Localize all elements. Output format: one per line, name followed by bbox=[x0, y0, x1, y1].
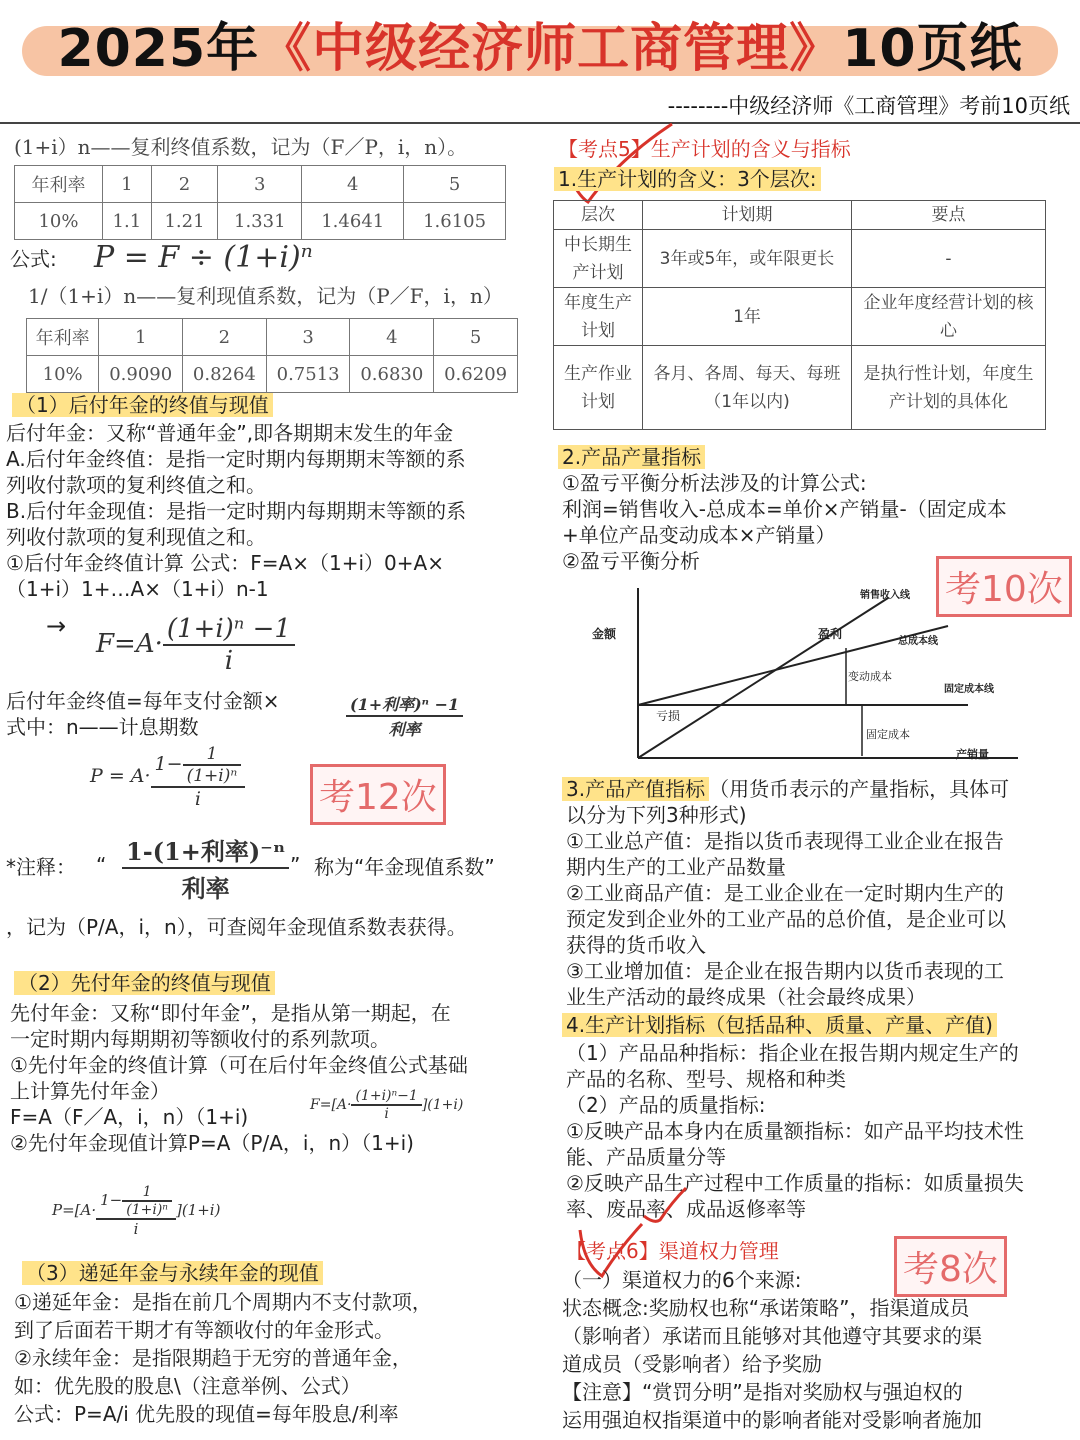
numerator bbox=[151, 744, 246, 788]
section-body bbox=[10, 1000, 468, 1156]
denominator: i bbox=[384, 1106, 389, 1122]
table-cell: 各月、各周、每天、每班（1年以内) bbox=[643, 346, 852, 430]
denominator: i bbox=[224, 646, 234, 676]
fv-coefficient-table bbox=[14, 165, 506, 240]
section-body bbox=[14, 1288, 432, 1428]
denominator: (1+i)ⁿ bbox=[126, 1202, 168, 1218]
numerator: 1 bbox=[183, 744, 242, 766]
check-mark-icon bbox=[560, 118, 680, 208]
formula-part: F=A· bbox=[96, 629, 163, 659]
table-cell: 1.331 bbox=[218, 203, 302, 240]
text-line: 预定发到企业外的工业产品的总价值，是企业可以 bbox=[566, 907, 1006, 931]
table-cell: 要点 bbox=[852, 201, 1046, 230]
fraction bbox=[351, 1088, 421, 1122]
table-cell: 3年或5年，或年限更长 bbox=[643, 230, 852, 288]
text-line: 率、废品率、成品返修率等 bbox=[566, 1197, 806, 1221]
denominator: 利率 bbox=[181, 874, 230, 903]
table-header-row bbox=[554, 201, 1046, 230]
fraction bbox=[96, 1184, 176, 1238]
text-line: A.后付年金终值：是指一定时期内每期期末等额的系 bbox=[6, 447, 466, 471]
text-line: ①递延年金：是指在前几个周期内不支付款项， bbox=[14, 1290, 432, 1314]
fraction bbox=[151, 744, 246, 810]
due-pv-formula bbox=[52, 1184, 220, 1238]
table-cell: 0.6209 bbox=[434, 356, 518, 393]
page-title: 2025年《中级经济师工商管理》10页纸 bbox=[57, 19, 1023, 79]
table-cell: 0.9090 bbox=[99, 356, 183, 393]
pv-formula: P = F ÷ (1+i)ⁿ bbox=[94, 240, 313, 275]
numerator: (1+i)ⁿ−1 bbox=[351, 1088, 421, 1106]
break-even-diagram bbox=[588, 588, 1048, 768]
text-line: ②工业商品产值：是工业企业在一定时期内生产的 bbox=[566, 881, 1004, 905]
table-cell: - bbox=[852, 230, 1046, 288]
fv-annuity-formula bbox=[96, 614, 295, 676]
numerator: (1+i)ⁿ −1 bbox=[163, 614, 295, 646]
text-line: ①先付年金的终值计算（可在后付年金终值公式基础 bbox=[10, 1053, 468, 1077]
formula-part: F=[A· bbox=[310, 1097, 352, 1113]
axis-label: 金额 bbox=[592, 627, 617, 641]
table-cell: 3 bbox=[218, 166, 302, 203]
text-line: （2）产品的质量指标: bbox=[566, 1093, 766, 1117]
table-cell: 1.21 bbox=[151, 203, 217, 240]
text-line: 如：优先股的股息\（注意举例、公式） bbox=[14, 1374, 361, 1398]
text-line: 先付年金：又称“即付年金”，是指从第一期起，在 bbox=[10, 1001, 451, 1025]
table-cell: 2 bbox=[151, 166, 217, 203]
fraction bbox=[122, 1184, 172, 1218]
text-line: 列收付款项的复利终值之和。 bbox=[6, 473, 266, 497]
table-row bbox=[15, 203, 506, 240]
fv-factor-line: (1+i）n——复利终值系数，记为（F／P，i，n）。 bbox=[14, 135, 468, 159]
table-cell: 2 bbox=[183, 319, 267, 356]
section-body bbox=[562, 1266, 982, 1434]
quote-open: “ bbox=[96, 853, 107, 877]
fv-word-formula bbox=[346, 692, 463, 740]
table-cell: 计划期 bbox=[643, 201, 852, 230]
table-header-row bbox=[15, 166, 506, 203]
quote-close: ” bbox=[290, 853, 301, 877]
text-line: F=A（F／A，i，n）（1+i) bbox=[10, 1105, 249, 1129]
numerator: 1-(1+利率)⁻ⁿ bbox=[122, 832, 289, 869]
formula-part: ](1+i) bbox=[421, 1097, 464, 1113]
fv-text-line: 后付年金终值=每年支付金额× bbox=[6, 689, 280, 713]
kp5-heading: 【考点5】生产计划的含义与指标 bbox=[558, 137, 851, 161]
text-line: 状态概念:奖励权也称“承诺策略”，指渠道成员 bbox=[562, 1296, 970, 1320]
line-label: 销售收入线 bbox=[860, 590, 910, 601]
pv-factor-formula bbox=[122, 832, 289, 904]
formula-part: P=[A· bbox=[52, 1201, 97, 1219]
table-cell: 年度生产计划 bbox=[554, 288, 643, 346]
table-cell: 0.8264 bbox=[183, 356, 267, 393]
kp6-heading: 【考点6】渠道权力管理 bbox=[566, 1239, 779, 1263]
due-fv-formula bbox=[310, 1088, 463, 1122]
text-line: 后付年金：又称“普通年金”,即各期期末发生的年金 bbox=[6, 421, 454, 445]
text-line: ①工业总产值：是指以货币表现得工业企业在报告 bbox=[566, 829, 1004, 853]
text-line: 期内生产的工业产品数量 bbox=[566, 855, 786, 879]
arrow-icon: → bbox=[46, 612, 67, 640]
table-cell: 4 bbox=[302, 166, 404, 203]
numerator: 1 bbox=[122, 1184, 172, 1202]
section-body bbox=[566, 802, 1006, 1010]
note-text: ，记为（P/A，i，n），可查阅年金现值系数表获得。 bbox=[6, 915, 467, 939]
text-line: +单位产品变动成本×产销量） bbox=[562, 523, 836, 547]
plan-levels-table bbox=[553, 200, 1046, 430]
formula-label: 公式: bbox=[10, 247, 57, 271]
text-line: 以分为下列3种形式) bbox=[566, 803, 747, 827]
text-line: 道成员（受影响者）给予奖励 bbox=[562, 1352, 822, 1376]
section-heading: 4.生产计划指标（包括品种、质量、产量、产值) bbox=[562, 1012, 997, 1038]
fraction bbox=[163, 614, 295, 676]
section-heading: （2）先付年金的终值与现值 bbox=[14, 970, 275, 996]
exam-count-stamp: 考10次 bbox=[936, 556, 1072, 617]
text-line: 获得的货币收入 bbox=[566, 933, 706, 957]
text-line: （一）渠道权力的6个来源: bbox=[562, 1268, 802, 1292]
check-mark-icon bbox=[640, 1186, 690, 1226]
table-cell: 5 bbox=[434, 319, 518, 356]
text-line: ②盈亏平衡分析 bbox=[562, 549, 700, 573]
text-line: ②反映产品生产过程中工作质量的指标：如质量损失 bbox=[566, 1171, 1024, 1195]
section-body bbox=[566, 1040, 1024, 1222]
table-cell: 是执行性计划，年度生产计划的具体化 bbox=[852, 346, 1046, 430]
section-heading: （1）后付年金的终值与现值 bbox=[12, 392, 273, 418]
text-line: ①后付年金终值计算 公式：F=A×（1+i）0+A× bbox=[6, 551, 444, 575]
line-label: 固定成本线 bbox=[944, 684, 994, 695]
text-line: 利润=销售收入-总成本=单价×产销量-（固定成本 bbox=[562, 497, 1007, 521]
note-label: *注释： bbox=[6, 855, 76, 879]
text-line: ②永续年金：是指限期趋于无穷的普通年金， bbox=[14, 1346, 412, 1370]
note-text: 称为“年金现值系数” bbox=[314, 855, 495, 879]
denominator: (1+i)ⁿ bbox=[186, 766, 238, 786]
section-heading: 1.生产计划的含义：3个层次: bbox=[554, 166, 821, 192]
pv-coefficient-table bbox=[26, 318, 518, 393]
text-line: （影响者）承诺而且能够对其他遵守其要求的渠 bbox=[562, 1324, 982, 1348]
text-line: （1）产品品种指标：指企业在报告期内规定生产的 bbox=[566, 1041, 1019, 1065]
denominator: i bbox=[133, 1220, 139, 1238]
table-cell: 3 bbox=[266, 319, 350, 356]
text-line: 业生产活动的最终成果（社会最终成果） bbox=[566, 985, 926, 1009]
text-line: 列收付款项的复利现值之和。 bbox=[6, 525, 266, 549]
text-line: ③工业增加值：是企业在报告期内以货币表现的工 bbox=[566, 959, 1004, 983]
section-heading: 2.产品产量指标 bbox=[558, 444, 705, 470]
text-line: B.后付年金现值：是指一定时期内每期期末等额的系 bbox=[6, 499, 467, 523]
table-cell: 1.6105 bbox=[404, 203, 506, 240]
table-cell: 企业年度经营计划的核心 bbox=[852, 288, 1046, 346]
fraction bbox=[183, 744, 242, 786]
text-line: 上计算先付年金） bbox=[10, 1079, 170, 1103]
region-label: 盈利 bbox=[818, 627, 843, 641]
page-subtitle: --------中级经济师《工商管理》考前10页纸 bbox=[667, 94, 1070, 118]
axis-label: 产销量 bbox=[956, 748, 989, 761]
region-label: 固定成本 bbox=[866, 728, 910, 741]
table-cell: 10% bbox=[15, 203, 103, 240]
table-cell: 0.6830 bbox=[350, 356, 434, 393]
text-line: 到了后面若干期才有等额收付的年金形式。 bbox=[14, 1318, 394, 1342]
numerator bbox=[96, 1184, 176, 1220]
table-row bbox=[554, 346, 1046, 430]
table-header-row bbox=[27, 319, 518, 356]
table-cell: 中长期生产计划 bbox=[554, 230, 643, 288]
table-cell: 1 bbox=[99, 319, 183, 356]
fraction bbox=[122, 832, 289, 904]
region-label: 变动成本 bbox=[848, 670, 892, 683]
formula-part: ](1+i) bbox=[175, 1201, 221, 1219]
table-cell: 5 bbox=[404, 166, 506, 203]
table-cell: 生产作业计划 bbox=[554, 346, 643, 430]
exam-count-stamp: 考12次 bbox=[310, 764, 446, 825]
formula-part: 1− bbox=[100, 1191, 123, 1209]
formula-part: 1− bbox=[154, 753, 183, 775]
text-line: 【注意】“赏罚分明”是指对奖励权与强迫权的 bbox=[562, 1380, 963, 1404]
region-label: 亏损 bbox=[656, 709, 681, 723]
line-label: 总成本线 bbox=[898, 636, 938, 647]
table-cell: 10% bbox=[27, 356, 99, 393]
text-line: 一定时期内每期期初等额收付的系列款项。 bbox=[10, 1027, 390, 1051]
fraction bbox=[346, 692, 463, 740]
table-cell: 年利率 bbox=[27, 319, 99, 356]
numerator: (1+利率)ⁿ −1 bbox=[346, 692, 463, 717]
table-cell: 1 bbox=[102, 166, 151, 203]
table-cell: 1.4641 bbox=[302, 203, 404, 240]
text-line: ②先付年金现值计算P=A（P/A，i，n）（1+i) bbox=[10, 1131, 414, 1155]
table-cell: 4 bbox=[350, 319, 434, 356]
section-body bbox=[6, 420, 466, 602]
table-cell: 1.1 bbox=[102, 203, 151, 240]
header-divider bbox=[0, 122, 1080, 124]
section-heading: （3）递延年金与永续年金的现值 bbox=[22, 1260, 323, 1286]
text-line: 公式：P=A/i 优先股的现值=每年股息/利率 bbox=[14, 1402, 399, 1426]
table-cell: 1年 bbox=[643, 288, 852, 346]
exam-count-stamp: 考8次 bbox=[894, 1236, 1007, 1297]
formula-part: P = A· bbox=[90, 765, 151, 787]
table-row bbox=[27, 356, 518, 393]
text-line: 产品的名称、型号、规格和种类 bbox=[566, 1067, 846, 1091]
text-line: 运用强迫权指渠道中的影响者能对受影响者施加 bbox=[562, 1408, 982, 1432]
fv-text-line: 式中：n——计息期数 bbox=[6, 715, 199, 739]
text-line: ①反映产品本身内在质量额指标：如产品平均技术性 bbox=[566, 1119, 1024, 1143]
text-line: （1+i）1+…A×（1+i）n-1 bbox=[6, 577, 269, 601]
section-heading: 3.产品产值指标 （用货币表示的产量指标，具体可 bbox=[562, 776, 1009, 802]
text-line: ①盈亏平衡分析法涉及的计算公式: bbox=[562, 471, 867, 495]
table-cell: 0.7513 bbox=[266, 356, 350, 393]
pv-annuity-formula bbox=[90, 744, 245, 810]
text-line: 能、产品质量分等 bbox=[566, 1145, 726, 1169]
denominator: i bbox=[194, 788, 201, 810]
table-cell: 年利率 bbox=[15, 166, 103, 203]
table-cell: 层次 bbox=[554, 201, 643, 230]
denominator: 利率 bbox=[388, 720, 421, 739]
pv-factor-line: 1/（1+i）n——复利现值系数，记为（P／F，i，n） bbox=[28, 284, 503, 308]
table-row bbox=[554, 288, 1046, 346]
table-row bbox=[554, 230, 1046, 288]
